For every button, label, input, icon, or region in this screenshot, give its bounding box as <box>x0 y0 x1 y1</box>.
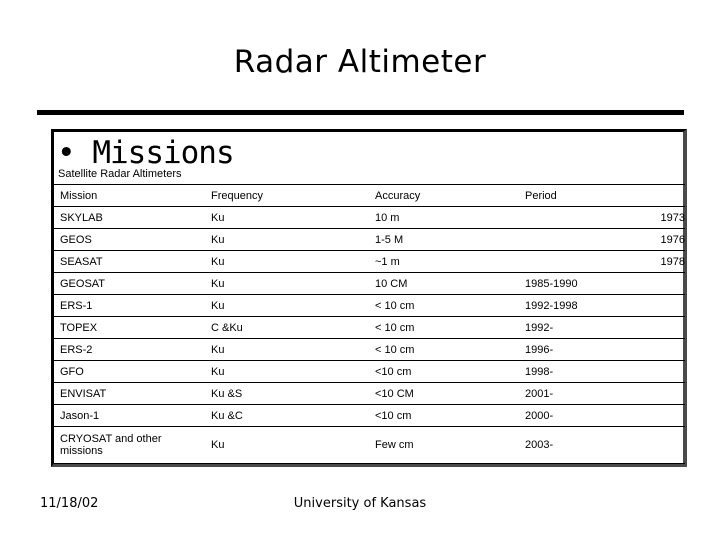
cell-frequency: Ku <box>205 295 369 317</box>
cell-accuracy: < 10 cm <box>369 339 519 361</box>
table-row <box>54 229 685 251</box>
cell-mission: Jason-1 <box>54 405 205 427</box>
table-row <box>54 251 685 273</box>
missions-table-body <box>54 185 685 464</box>
cell-frequency: Ku <box>205 339 369 361</box>
table-row <box>54 361 685 383</box>
header-mission: Mission <box>54 185 205 207</box>
slide-title: Radar Altimeter <box>233 44 487 80</box>
cell-accuracy: 1-5 M <box>369 229 519 251</box>
cell-frequency: Ku <box>205 427 369 464</box>
footer-organization: University of Kansas <box>293 496 427 511</box>
cell-frequency: Ku <box>205 229 369 251</box>
cell-mission: ERS-1 <box>54 295 205 317</box>
cell-period: 1992- <box>519 317 685 339</box>
cell-period: 2001- <box>519 383 685 405</box>
cell-period: 1978 <box>519 251 685 273</box>
header-frequency: Frequency <box>205 185 369 207</box>
cell-accuracy: 10 CM <box>369 273 519 295</box>
cell-accuracy: Few cm <box>369 427 519 464</box>
cell-accuracy: < 10 cm <box>369 295 519 317</box>
table-row <box>54 383 685 405</box>
cell-frequency: Ku <box>205 251 369 273</box>
title-divider <box>37 110 684 115</box>
cell-period: 1996- <box>519 339 685 361</box>
header-accuracy: Accuracy <box>369 185 519 207</box>
table-caption: Satellite Radar Altimeters <box>58 168 182 180</box>
cell-period: 1985-1990 <box>519 273 685 295</box>
table-row <box>54 405 685 427</box>
cell-period: 2003- <box>519 427 685 464</box>
cell-mission: SKYLAB <box>54 207 205 229</box>
cell-frequency: Ku <box>205 361 369 383</box>
footer-date: 11/18/02 <box>40 496 99 511</box>
table-row <box>54 207 685 229</box>
header-period: Period <box>519 185 685 207</box>
cell-period: 2000- <box>519 405 685 427</box>
cell-period: 1998- <box>519 361 685 383</box>
table-row <box>54 273 685 295</box>
cell-period: 1992-1998 <box>519 295 685 317</box>
cell-frequency: Ku &S <box>205 383 369 405</box>
cell-mission: GEOS <box>54 229 205 251</box>
cell-accuracy: <10 CM <box>369 383 519 405</box>
cell-frequency: C &Ku <box>205 317 369 339</box>
cell-mission: SEASAT <box>54 251 205 273</box>
cell-accuracy: ~1 m <box>369 251 519 273</box>
table-header-row <box>54 185 685 207</box>
cell-mission: TOPEX <box>54 317 205 339</box>
cell-mission: GEOSAT <box>54 273 205 295</box>
table-row <box>54 339 685 361</box>
cell-accuracy: 10 m <box>369 207 519 229</box>
table-row <box>54 317 685 339</box>
cell-period: 1973 <box>519 207 685 229</box>
cell-period: 1976 <box>519 229 685 251</box>
table-row <box>54 427 685 464</box>
bullet-heading: • Missions <box>57 135 234 171</box>
cell-mission: ERS-2 <box>54 339 205 361</box>
cell-accuracy: <10 cm <box>369 361 519 383</box>
cell-accuracy: < 10 cm <box>369 317 519 339</box>
cell-frequency: Ku &C <box>205 405 369 427</box>
cell-frequency: Ku <box>205 273 369 295</box>
cell-mission: GFO <box>54 361 205 383</box>
cell-accuracy: <10 cm <box>369 405 519 427</box>
table-row <box>54 295 685 317</box>
cell-frequency: Ku <box>205 207 369 229</box>
cell-mission: ENVISAT <box>54 383 205 405</box>
cell-mission: CRYOSAT and other missions <box>54 427 205 464</box>
missions-table <box>54 184 685 464</box>
